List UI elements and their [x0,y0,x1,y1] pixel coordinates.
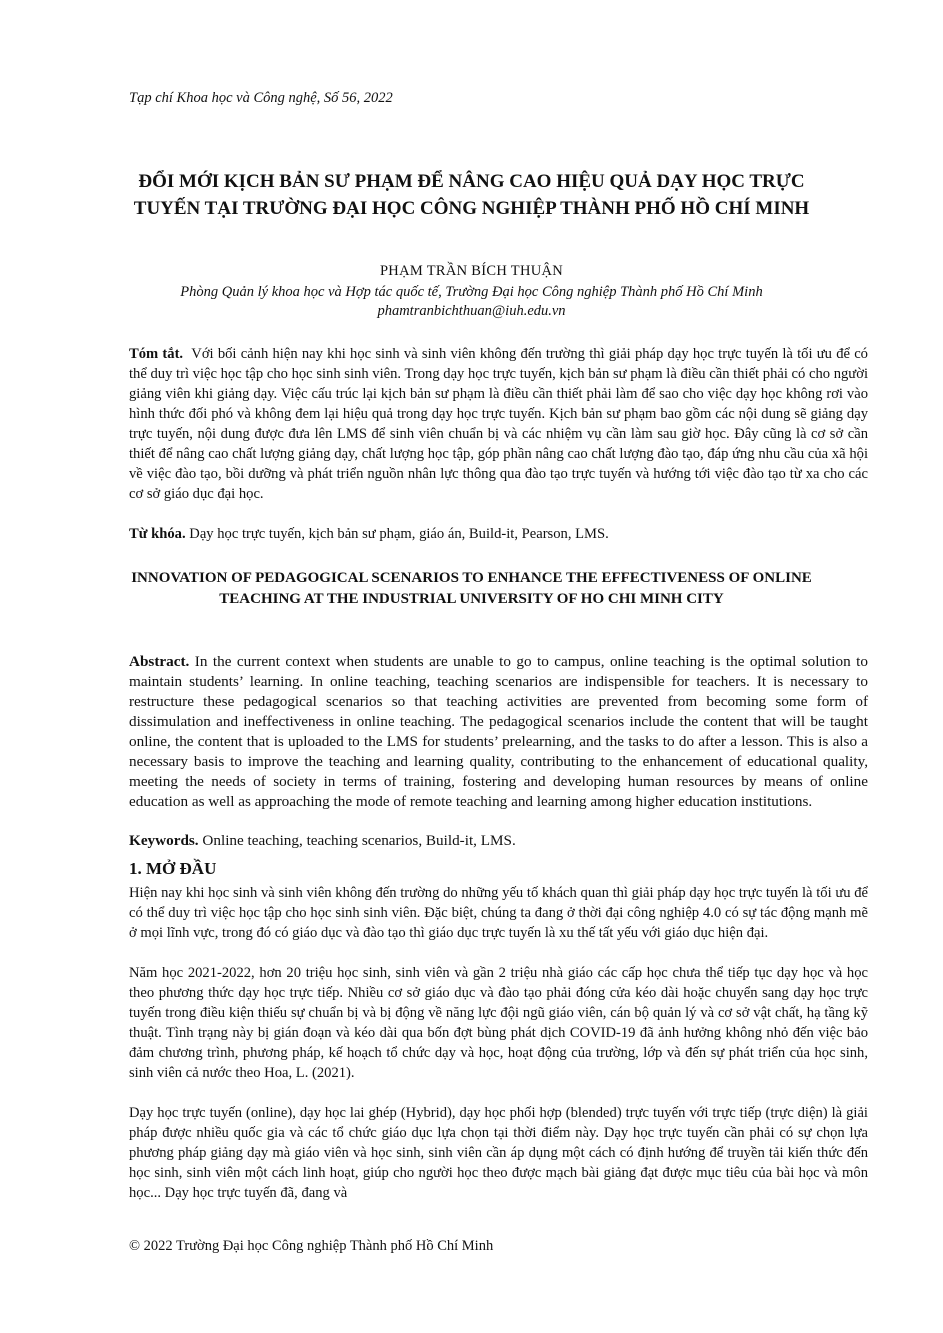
keywords-english-label: Keywords. [129,832,199,849]
author-affiliation: Phòng Quản lý khoa học và Hợp tác quốc tế, Trường Đại học Công nghiệp Thành phố Hồ Chí Minh [180,284,763,300]
body-paragraph: Năm học 2021-2022, hơn 20 triệu học sinh, sinh viên và gần 2 triệu nhà giáo các cấp học chưa thể tiếp tục dạy học và học theo phương thức dạy học trực tiếp. Nhiều cơ sở giáo dục và đào tạo phải đóng cửa kéo dài hoặc chuyển sang dạy học trực tuyến trong điều kiện thiếu sự chuẩn bị và bị động về năng lực đội ngũ giáo viên, cán bộ quản lý và cơ sở vật chất, hạ tầng kỹ thuật. Tình trạng này bị gián đoạn và kéo dài qua bốn đợt bùng phát dịch COVID-19 đã ảnh hưởng không nhỏ đến việc bảo đảm chương trình, phương pháp, kế hoạch tổ chức dạy và học, hoạt động của trường, lớp và đến sự phát triển của học sinh, sinh viên cả nước theo Hoa, L. (2021). [129,965,868,1081]
keywords-vietnamese-text: Dạy học trực tuyến, kịch bản sư phạm, giáo án, Build-it, Pearson, LMS. [189,526,609,542]
keywords-vietnamese [129,524,868,544]
body-paragraph: Dạy học trực tuyến (online), dạy học lai ghép (Hybrid), dạy học phối hợp (blended) trực tuyến với trực tiếp (trực diện) là giải pháp được nhiều quốc gia và các tổ chức giáo dục lựa chọn tại thời điểm này. Dạy học trực tuyến cần phải có sự chọn lựa phương pháp giảng dạy mà giáo viên và học sinh, sinh viên cần áp dụng một cách có định hướng để truyền tải kiến thức đến học sinh, sinh viên một cách linh hoạt, giúp cho người học theo được mạch bài giảng đạt được mục tiêu của bài học và môn học... Dạy học trực tuyến đã, đang và [129,1105,868,1201]
abstract-vietnamese-label: Tóm tắt. [129,346,184,362]
author-name: PHẠM TRẦN BÍCH THUẬN [379,263,564,279]
copyright-footer: © 2022 Trường Đại học Công nghiệp Thành phố Hồ Chí Minh [129,1238,494,1254]
abstract-vietnamese-text: Với bối cảnh hiện nay khi học sinh và sinh viên không đến trường thì giải pháp dạy học trực tuyến là tối ưu để có thể duy trì việc học tập cho học sinh sinh viên. Trong dạy học trực tuyến, kịch bản sư phạm là điều cần thiết phải có cho người giảng viên khi giảng dạy. Việc cấu trúc lại kịch bản sư phạm là điều cần thiết phải làm để sao cho việc dạy học không rơi vào hình thức đối phó và không đem lại hiệu quả trong dạy học trực tuyến. Kịch bản sư phạm bao gồm các nội dung sẽ giảng dạy trực tuyến, nội dung được đưa lên LMS để sinh viên chuẩn bị và các nhiệm vụ cần làm sau giờ học. Đây cũng là cơ sở cần thiết để nâng cao chất lượng giảng dạy, chất lượng học tập, góp phần nâng cao chất lượng đào tạo, đáp ứng nhu cầu của xã hội về việc đào tạo, bồi dưỡng và phát triển nguồn nhân lực thông qua đào tạo trực tuyến và hướng tới việc đào tạo từ xa cho các cơ sở giáo dục đại học. [129,346,868,502]
title-vietnamese: ĐỔI MỚI KỊCH BẢN SƯ PHẠM ĐỂ NÂNG CAO HIỆU QUẢ DẠY HỌC TRỰC TUYẾN TẠI TRƯỜNG ĐẠI HỌC CÔNG NGHIỆP THÀNH PHỐ HỒ CHÍ MINH [133,171,810,219]
abstract-english [129,652,868,812]
body-paragraph: Hiện nay khi học sinh và sinh viên không đến trường do những yếu tố khách quan thì giải pháp dạy học trực tuyến là tối ưu để có thể duy trì việc học tập cho học sinh sinh viên. Đặc biệt, chúng ta đang ở thời đại công nghiệp 4.0 có sự tác động mạnh mẽ ở mọi lĩnh vực, trong đó có giáo dục và đào tạo thì giáo dục trực tuyến là xu thế tất yếu với giáo dục hiện đại. [129,885,868,941]
abstract-english-text: In the current context when students are unable to go to campus, online teaching is the optimal solution to maintain students’ learning. In online teaching, teaching scenarios are indispensible for teachers. It is necessary to restructure these pedagogical scenarios so that teaching activities are prevented from becoming some form of dissimulation and ineffectiveness in online teaching. The pedagogical scenarios include the content that will be taught online, the content that is uploaded to the LMS for students’ prelearning, and the tasks to do after a lesson. This is also a necessary basis to improve the teaching and learning quality, contributing to the enhancement of educational quality, meeting the needs of society in terms of training, fostering and developing human resources by means of online education as well as approaching the mode of remote teaching and learning among higher education institutions. [129,653,868,810]
section-heading-introduction: 1. MỞ ĐẦU [129,859,217,878]
abstract-vietnamese [129,344,868,504]
author-email: phamtranbichthuan@iuh.edu.vn [377,303,566,319]
keywords-english [129,831,868,851]
journal-header: Tạp chí Khoa học và Công nghệ, Số 56, 2022 [129,90,393,106]
keywords-vietnamese-label: Từ khóa. [129,526,186,542]
title-english: INNOVATION OF PEDAGOGICAL SCENARIOS TO ENHANCE THE EFFECTIVENESS OF ONLINE TEACHING AT THE INDUSTRIAL UNIVERSITY OF HO CHI MINH CITY [131,570,812,607]
keywords-english-text: Online teaching, teaching scenarios, Build-it, LMS. [202,832,516,849]
abstract-english-label: Abstract. [129,653,190,670]
